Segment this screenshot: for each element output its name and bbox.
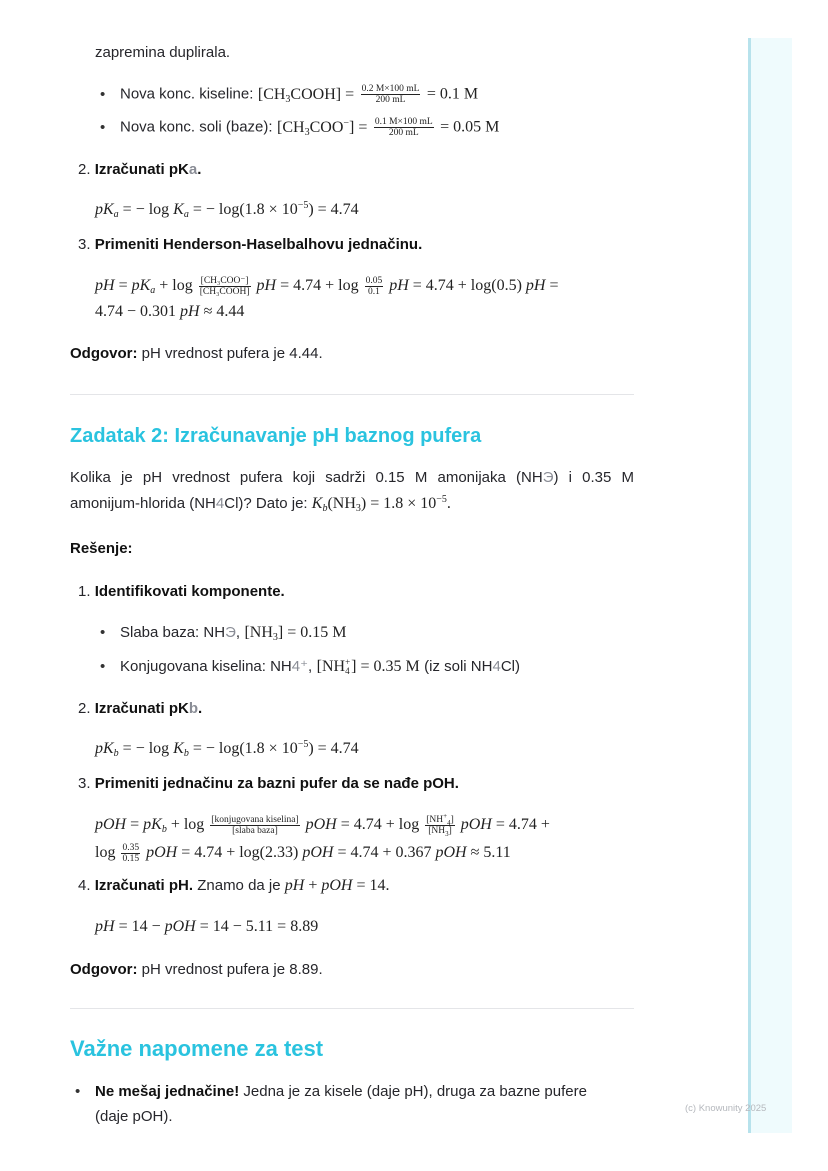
- section-heading-task2: Zadatak 2: Izračunavanje pH baznog pufera: [70, 425, 482, 447]
- formula-ph: pH = 14 − pOH = 14 − 5.11 = 8.89: [95, 918, 319, 935]
- step-heading-pkb: 2. Izračunati pKb.: [78, 700, 203, 717]
- formula-henderson-line1: pH = $pK_a + \log$ $\frac{\text{[CH₃COO⁻]}}{\text{[CH₃COOH]}}$ pH = 4.74 + log $\frac{0.05}{0.1}$ pH = 4.74 + log(0.5) pH =: [95, 276, 559, 297]
- fraction-poh-values: $\frac{0.35}{0.15}$: [122, 843, 140, 864]
- list-item-salt-concentration: Nova konc. soli (baze): $[CH_3COO^-]$ = $\frac{0.1 M\times 100 mL}{200 mL}$ = 0.05 M: [120, 117, 500, 138]
- section-divider: [70, 394, 634, 395]
- copyright-text: (c) Knowunity 2025: [685, 1103, 767, 1114]
- list-item-note: Ne mešaj jednačine! Jedna je za kisele (daje pH), druga za bazne pufere: [95, 1083, 587, 1100]
- list-item-note-continuation: (daje pOH).: [95, 1108, 173, 1125]
- fraction-ammonium-ratio: $\frac{[NH^+_4]}{[NH_3]}$: [426, 812, 454, 838]
- formula-pkb: $pK_b$ = − $\log K_b$ = − $\log(1.8 \times 10^{-5}) = 4.74$: [95, 739, 359, 759]
- list-item-acid-concentration: Nova konc. kiseline: $[CH_3COOH]$ = $\frac{0.2 M\times 100 mL}{200 mL}$ = 0.1 M: [120, 84, 479, 105]
- list-item-weak-base: Slaba baza: NHЭ, $[NH_3] = 0.15$ M: [120, 624, 347, 643]
- section-divider: [70, 1008, 634, 1009]
- fraction-base-ratio: $\frac{\text{[konjugovana kiselina]}}{\text{[slaba baza]}}$: [211, 815, 299, 836]
- step-heading-ph: 4. Izračunati pH. Znamo da je pH + pOH = 14.: [78, 877, 390, 894]
- step-heading-henderson: 3. Primeniti Henderson-Haselbalhovu jednačinu.: [78, 236, 423, 253]
- formula-pka: $pK_a$ = − $\log K_a$ = − $\log(1.8 \times 10^{-5}) = 4.74$: [95, 200, 359, 220]
- list-item-conjugate-acid: Konjugovana kiselina: NH4⁺, [NH + 4 ] = 0.35 M (iz soli NH4Cl): [120, 657, 520, 676]
- formula-henderson-line2: 4.74 − 0.301 pH ≈ 4.44: [95, 303, 245, 320]
- answer-task2: Odgovor: pH vrednost pufera je 8.89.: [70, 961, 323, 978]
- section-heading-notes: Važne napomene za test: [70, 1036, 324, 1061]
- side-panel: [748, 38, 792, 1133]
- task2-question-line1: Kolika je pH vrednost pufera koji sadrži 0.15 M amonijaka (NHЭ) i 0.35 M: [70, 469, 634, 486]
- task2-question-line2: amonijum-hlorida (NH4Cl)? Dato je: $K_b(NH_3) = 1.8 \times 10^{-5}$.: [70, 494, 451, 514]
- step-heading-pka: 2. Izračunati pKa.: [78, 161, 202, 178]
- step-heading-identify: 1. Identifikovati komponente.: [78, 583, 285, 600]
- fraction-salt: $\frac{0.1 M\times 100 mL}{200 mL}$: [374, 117, 433, 138]
- solution-label: Rešenje:: [70, 540, 133, 557]
- fraction-acid: $\frac{0.2 M\times 100 mL}{200 mL}$: [361, 84, 420, 105]
- formula-poh-line1: pOH = $pK_b + \log$ $\frac{\text{[konjugovana kiselina]}}{\text{[slaba baza]}}$ pOH = 4.74 + log $\frac{[NH^+_4]}{[NH_3]}$ pOH = 4.74 +: [95, 812, 550, 838]
- intro-continuation: zapremina duplirala.: [95, 44, 231, 61]
- fraction-henderson-ratio: $\frac{\text{[CH₃COO⁻]}}{\text{[CH₃COOH]}}$: [199, 276, 250, 297]
- step-heading-poh: 3. Primeniti jednačinu za bazni pufer da se nađe pOH.: [78, 775, 459, 792]
- answer-task1: Odgovor: pH vrednost pufera je 4.44.: [70, 345, 323, 362]
- fraction-values: $\frac{0.05}{0.1}$: [365, 276, 383, 297]
- formula-poh-line2: log $\frac{0.35}{0.15}$ pOH = 4.74 + log(2.33) pOH = 4.74 + 0.367 pOH ≈ 5.11: [95, 843, 511, 864]
